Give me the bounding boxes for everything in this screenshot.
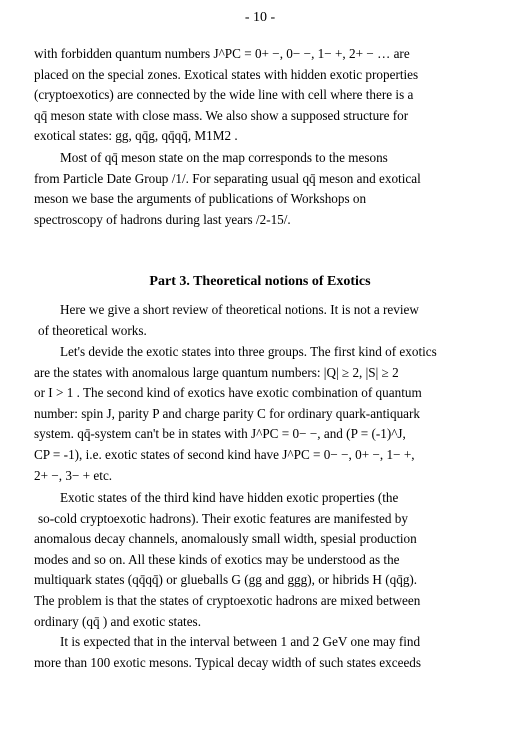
paragraph-cryptoexotic [34,488,494,632]
text-line: system. qq̄-system can't be in states with J^PC = 0− −, and (P = (-1)^J, [34,426,406,442]
text-line: anomalous decay channels, anomalously small width, spesial production [34,531,417,547]
text-line: CP = -1), i.e. exotic states of second kind have J^PC = 0− −, 0+ −, 1− +, [34,446,415,462]
text-line: more than 100 exotic mesons. Typical decay width of such states exceeds [34,654,422,670]
paragraph-expectation [34,632,494,673]
text-line: of theoretical works. [38,322,147,338]
text-line: Here we give a short review of theoretical notions. It is not a review [60,302,419,317]
text-line: or I > 1 . The second kind of exotics have exotic combination of quantum [34,385,422,401]
text-line: exotical states: gg, qq̄g, qq̄qq̄, M1M2 . [34,128,238,144]
text-line: qq̄ meson state with close mass. We also show a supposed structure for [34,107,409,123]
text-line: Let's devide the exotic states into three groups. The first kind of exotics [60,344,437,359]
text-line: so-cold cryptoexotic hadrons). Their exotic features are manifested by [38,510,408,526]
text-line: It is expected that in the interval between 1 and 2 GeV one may find [60,634,421,649]
page-number: - 10 - [244,10,276,25]
text-line: modes and so on. All these kinds of exotics may be understood as the [34,551,400,567]
text-line: (cryptoexotics) are connected by the wide line with cell where there is a [34,87,414,103]
text-line: are the states with anomalous large quantum numbers: |Q| ≥ 2, |S| ≥ 2 [34,364,399,380]
text-line: from Particle Date Group /1/. For separating usual qq̄ meson and exotical [34,170,421,186]
section-heading: Part 3. Theoretical notions of Exotics [149,274,371,289]
paragraph-review [34,300,494,341]
text-line: Exotic states of the third kind have hidden exotic properties (the [60,490,399,505]
paragraph-exotic-groups [34,342,494,486]
text-line: The problem is that the states of cryptoexotic hadrons are mixed between [34,592,421,608]
text-line: 2+ −, 3− + etc. [34,467,113,483]
text-line: number: spin J, parity P and charge parity C for ordinary quark-antiquark [34,405,420,421]
text-line: meson we base the arguments of publications of Workshops on [34,191,367,207]
paragraph-zones [34,44,494,147]
paragraph-mesons-map [34,148,494,230]
text-line: spectroscopy of hadrons during last years /2-15/. [34,211,291,227]
text-line: placed on the special zones. Exotical states with hidden exotic properties [34,66,419,82]
text-line: Most of qq̄ meson state on the map corresponds to the mesons [60,150,388,165]
text-line: multiquark states (qq̄qq̄) or glueballs G (gg and ggg), or hibrids H (qq̄g). [34,572,418,588]
text-line: with forbidden quantum numbers J^PC = 0+ −, 0− −, 1− +, 2+ − … are [34,46,410,61]
text-line: ordinary (qq̄ ) and exotic states. [34,613,201,629]
